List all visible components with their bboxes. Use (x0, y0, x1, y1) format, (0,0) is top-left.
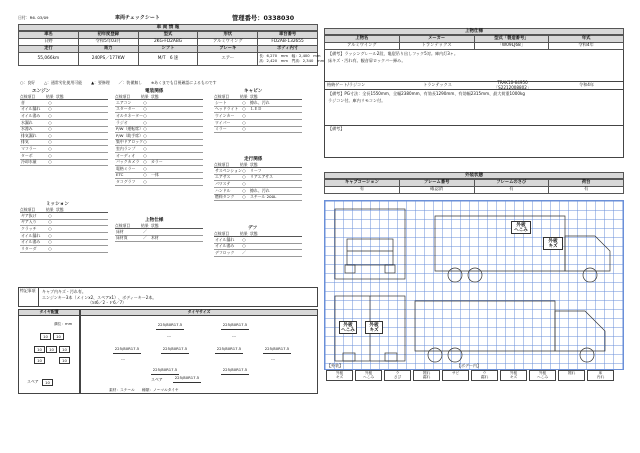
check-status: リアエアサス (250, 174, 273, 180)
check-item-label: ヘッドライト (215, 106, 239, 112)
check-result: ○ (48, 219, 52, 225)
check-item-label: サスペンション (215, 167, 242, 173)
check-item-label: ターボ (21, 152, 33, 158)
check-item-label: ワイパー (215, 119, 231, 125)
tire-rear-outer-left: 10 (34, 346, 45, 353)
check-item-label: オイル滲み (21, 239, 41, 245)
cabin-rows (214, 100, 302, 133)
check-result: ○ (143, 132, 147, 138)
damage-mark-dent-2: 外板 へこみ (339, 321, 357, 334)
upper-note-3: 【備考】 (324, 126, 624, 158)
col-hp: 馬力 (78, 46, 138, 53)
legend-note: ※あくまでも目視確認によるものです (151, 80, 217, 85)
upper-title: 上物仕様 (324, 28, 624, 35)
check-item-label: クラッチ (21, 226, 37, 232)
val-first-reg: 令和5年03月 (78, 39, 138, 46)
check-result: ○ (143, 106, 147, 112)
check-result: ○ (143, 172, 147, 178)
diff-section (214, 226, 302, 257)
val-shape: アルミウイング (198, 39, 258, 46)
val-cab-caution: 有 (325, 187, 400, 194)
check-item-label: パワステ (215, 181, 231, 187)
loading-section (115, 218, 203, 242)
val-hp: 240PS／177KW (78, 53, 138, 66)
check-row (115, 113, 203, 120)
col-frame-rust: フレームのさび (474, 180, 549, 187)
key-outer-label: 【外装】 (327, 363, 343, 368)
check-result: ○ (48, 113, 52, 119)
electrical-cols: 点検項目 結果 状態 (115, 94, 203, 100)
check-item-label: オイル漏れ (21, 106, 41, 112)
check-result: ○ (48, 159, 52, 165)
diff-cols: 点検項目 結果 状態 (214, 231, 302, 237)
check-result: ／ (143, 235, 147, 241)
check-result: ○ (48, 245, 52, 251)
check-item-label: マフラー (21, 145, 37, 151)
val-brake: エアー (198, 53, 258, 66)
check-row (20, 113, 108, 120)
col-upper-name: 上物名 (325, 36, 400, 43)
tire-size-blank-3: --- (121, 357, 125, 361)
key-item: 外板 キズ (500, 370, 527, 382)
exterior-title: 外装状態 (324, 172, 624, 179)
damage-key (324, 364, 624, 381)
tire-front-left: 10 (40, 333, 51, 340)
col-shape: 形状 (198, 32, 258, 39)
gate-label: 格納ゲート/ラジコン (327, 82, 366, 88)
tire-rear-inner-right: 10 (59, 346, 70, 353)
date-label: 日付：R6. 03/09 (18, 15, 49, 20)
check-row (115, 229, 203, 236)
check-result: ○ (48, 232, 52, 238)
col-brake: ブレーキ (198, 46, 258, 53)
check-result: ／ (143, 228, 147, 234)
check-result: ○ (143, 145, 147, 151)
key-item: ラ さび (384, 370, 411, 382)
check-result: ○ (48, 212, 52, 218)
val-frame-rust: 有 (474, 187, 549, 194)
check-item-label: 音 (21, 99, 25, 105)
vehicle-header-row-1 (19, 32, 318, 39)
cabin-cols: 点検項目 結果 状態 (214, 94, 302, 100)
check-item-label: ウインカー (215, 113, 235, 119)
check-row (214, 127, 302, 134)
check-row (214, 195, 302, 202)
check-result: ○ (242, 194, 246, 200)
running-section (214, 157, 302, 201)
check-item-label: エアコン (116, 99, 132, 105)
tire-size-blank-2: --- (232, 334, 236, 338)
running-title: 走行関係 (244, 157, 263, 162)
val-mileage: 55,066km (19, 53, 79, 66)
check-item-label: 集中ドアロック (116, 139, 144, 145)
check-result: ○ (143, 126, 147, 132)
tire-size-front-left: 225/80R17.5 (156, 323, 184, 330)
tire-size-front-right: 225/80R17.5 (221, 323, 249, 330)
check-result: ○ (242, 187, 246, 193)
gate-row (324, 82, 624, 90)
check-item-label: デフロック (215, 250, 235, 256)
check-status: 一体 (151, 172, 159, 178)
check-item-label: オイル漏れ (215, 236, 235, 242)
mission-section (20, 202, 108, 253)
doc-title: 車両チェックシート (115, 15, 160, 21)
tire-size-rear-6: 225/80R17.5 (221, 368, 249, 375)
electrical-section (115, 89, 203, 186)
check-row (214, 120, 302, 127)
gate-maker: トランテックス (423, 82, 452, 88)
col-carname: 車名 (19, 32, 79, 39)
notes-label: 特記事項 (19, 288, 39, 306)
mission-title: ミッション (46, 202, 69, 207)
val-carname: 日野 (19, 39, 79, 46)
check-status: スチール 200L (250, 194, 277, 200)
check-result: ○ (242, 243, 246, 249)
col-cab-caution: キャブコーション (325, 180, 400, 187)
check-item-label: オイル漏れ (21, 232, 41, 238)
tire-sizes (80, 309, 318, 394)
diff-rows (214, 237, 302, 257)
col-upper-model: 型式「製造番号」 (474, 36, 549, 43)
upper-note-2: 【備考】PG寸法：全長1550mm、全幅2380mm、有効長1290mm、有効幅2315mm、最大荷重1000kg ラジコン付。庫内リモコン付。 (324, 90, 624, 126)
running-rows (214, 168, 302, 201)
vehicle-value-row-2 (19, 53, 318, 66)
check-result: ○ (143, 159, 147, 165)
col-upper-year: 年式 (549, 36, 624, 43)
check-item-label: バックカメラ (116, 159, 140, 165)
check-item-label: 室内ランプ (116, 145, 136, 151)
val-frame-no: 確認済 (399, 187, 474, 194)
check-result: ○ (242, 236, 246, 242)
col-body-dims: ボディ内寸 (258, 46, 318, 53)
check-item-label: ギア抜け (21, 212, 37, 218)
check-result: ○ (143, 152, 147, 158)
check-result: ○ (242, 99, 246, 105)
check-item-label: 水滲み (21, 126, 33, 132)
val-chassis: FD2AB-132655 (258, 39, 318, 46)
check-item-label: ラジオ (116, 119, 128, 125)
key-item: サビ (442, 370, 469, 382)
running-cols: 点検項目 結果 状態 (214, 162, 302, 168)
gate-model: TRAK10-64950 「S2212008802」 (494, 80, 531, 90)
tire-size-title: タイヤサイズ (81, 310, 317, 316)
engine-section (20, 89, 108, 166)
check-status: 木材 (151, 235, 159, 241)
check-result: ○ (48, 226, 52, 232)
check-row (20, 120, 108, 127)
check-result: ○ (48, 132, 52, 138)
check-result: ○ (242, 119, 246, 125)
cabin-title: キャビン (244, 89, 263, 94)
check-result: ○ (242, 113, 246, 119)
check-status: 擦れ、汚れ (250, 99, 270, 105)
check-result: ○ (48, 119, 52, 125)
vehicle-section-title: 車 両 情 報 (18, 24, 318, 31)
check-row (20, 160, 108, 167)
key-item: 外板 へこみ (529, 370, 556, 382)
col-cargo-bed: 荷台 (549, 180, 624, 187)
check-item-label: オイル滲み (215, 243, 235, 249)
check-item-label: ミラー (215, 126, 227, 132)
check-item-label: 排気 (21, 139, 29, 145)
check-result: ○ (242, 167, 246, 173)
damage-mark-dent-1: 外板 へこみ (511, 221, 531, 234)
check-result: ○ (143, 139, 147, 145)
col-upper-maker: メーカー (399, 36, 474, 43)
tire-size-rear-2: 225/80R17.5 (161, 347, 189, 354)
col-model: 型式 (138, 32, 198, 39)
electrical-title: 電装関係 (145, 89, 164, 94)
upper-value-row (325, 43, 624, 50)
val-body-dims: 長：6,270 mm 幅：2,400 mm 高：2,420 mm 門高：2,340 mm (258, 53, 318, 66)
legend-repair: ▲：要修理 (91, 80, 110, 85)
upper-header-row (325, 36, 624, 43)
upper-note-1: 【備考】ラッシングレール2段、亀裂吊り出しフック5対。庫内灯3ヶ。 床キズ・汚れ有。観音扉ロックバー挿み。 (324, 50, 624, 82)
check-result: ／ (242, 250, 246, 256)
col-chassis: 車台番号 (258, 32, 318, 39)
tire-layout-title: タイヤ配置 (19, 310, 79, 316)
exterior-header-row (325, 180, 624, 187)
legend-good: ○：良好 (20, 80, 36, 85)
damage-mark-scratch-1: 外板 キズ (543, 237, 563, 250)
tire-size-rear-4: 225/80R17.5 (263, 347, 291, 354)
check-result: ○ (143, 119, 147, 125)
engine-title: エンジン (32, 89, 51, 94)
tire-rear2-right: 10 (59, 357, 70, 364)
check-item-label: タコグラフ (116, 178, 136, 184)
truck-outline-icon (325, 201, 625, 371)
upper-spec (324, 28, 624, 158)
check-row (20, 133, 108, 140)
check-item-label: エアサス (215, 174, 231, 180)
check-item-label: 床材 (116, 228, 124, 234)
check-item-label: オイル滲み (21, 113, 41, 119)
key-item: 床 汚れ (587, 370, 614, 382)
engine-rows (20, 100, 108, 166)
check-result: ○ (48, 145, 52, 151)
tire-size-rear-3: 225/80R17.5 (215, 347, 243, 354)
check-item-label: ハンドル (215, 187, 231, 193)
check-result: ○ (48, 126, 52, 132)
tire-size-rear-5: 225/80R17.5 (151, 368, 179, 375)
val-cargo-bed: 有 (549, 187, 624, 194)
check-item-label: 床材質 (116, 235, 128, 241)
upper-table (324, 35, 624, 50)
check-item-label: 冷却水量 (21, 159, 37, 165)
check-result: ○ (48, 106, 52, 112)
tire-material: 素材：スチール 種類：ノーマルタイヤ (109, 388, 179, 392)
check-item-label: ギア入り (21, 219, 37, 225)
val-upper-maker: トランテックス (399, 43, 474, 50)
engine-cols: 点検項目 結果 状態 (20, 94, 108, 100)
check-item-label: スターター (116, 106, 136, 112)
vehicle-info (18, 24, 325, 66)
check-status: リーフ (250, 167, 262, 173)
loading-title: 上物仕様 (145, 218, 164, 223)
diff-title: デフ (248, 226, 258, 231)
exterior-value-row (325, 187, 624, 194)
notes-text: キャブ内キズ・汚れ有。 エンジンキー3本（メインx2、スペアx1）、ボディーキー2本。 （Ｍ6／2・Ｆ6／7） (42, 289, 157, 305)
check-row (115, 166, 203, 173)
check-result: ○ (242, 181, 246, 187)
tire-size-rear-1: 225/80R17.5 (113, 347, 141, 354)
check-item-label: P/W（助手席） (116, 132, 143, 138)
tire-size-blank-4: --- (271, 357, 275, 361)
check-item-label: 電格ミラー (116, 165, 136, 171)
exterior-status (324, 172, 624, 194)
check-item-label: 排気漏れ (21, 132, 37, 138)
cabin-section (214, 89, 302, 133)
mission-rows (20, 213, 108, 253)
val-upper-model: 「W09LJ68」 (474, 43, 549, 50)
spare-size-caption: スペア (151, 377, 163, 382)
vehicle-value-row-1 (19, 39, 318, 46)
check-result: ○ (48, 152, 52, 158)
tire-spare: 10 (42, 379, 53, 386)
notes-box (18, 287, 318, 307)
check-item-label: ETC (116, 172, 124, 178)
val-shift: M/T 6 速 (138, 53, 198, 66)
check-item-label: 水漏れ (21, 119, 33, 125)
check-status: ＬＥＤ (250, 106, 262, 112)
vehicle-table (18, 31, 325, 66)
key-item: 擦れ 腐れ (413, 370, 440, 382)
val-upper-year: 令和4年 (549, 43, 624, 50)
col-first-reg: 初年度登録 (78, 32, 138, 39)
key-item: ウ 腐れ (471, 370, 498, 382)
loading-rows (115, 229, 203, 242)
damage-diagram (324, 200, 624, 370)
tire-unit-label: 溝位：mm (54, 322, 73, 326)
check-row (115, 236, 203, 243)
check-result: ○ (242, 174, 246, 180)
tire-rear2-left: 10 (34, 357, 45, 364)
loading-cols: 点検項目 結果 状態 (115, 223, 203, 229)
check-result: ○ (143, 99, 147, 105)
check-result: ○ (48, 239, 52, 245)
check-item-label: P/W（運転席） (116, 126, 143, 132)
col-frame-no: フレーム番号 (399, 180, 474, 187)
tire-front-right: 10 (53, 333, 64, 340)
tire-size-spare: 225/80R17.5 (173, 376, 201, 383)
key-item: 外板 キズ (326, 370, 353, 382)
check-result: ○ (48, 99, 52, 105)
check-result: ○ (143, 165, 147, 171)
tire-size-blank-1: --- (167, 334, 171, 338)
val-model: 2KG-FD2ABG (138, 39, 198, 46)
check-row (115, 179, 203, 186)
key-item: 擦れ (558, 370, 585, 382)
check-result: ○ (242, 126, 246, 132)
check-item-label: 燃料タンク (215, 194, 235, 200)
mission-cols: 点検項目 結果 状態 (20, 207, 108, 213)
spare-label: スペア (27, 379, 39, 384)
exterior-table (324, 179, 624, 194)
vehicle-header-row-2 (19, 46, 318, 53)
col-mileage: 走行 (19, 46, 79, 53)
key-row (324, 370, 624, 382)
check-item-label: オルタネーター (116, 113, 144, 119)
check-result: ○ (143, 113, 147, 119)
check-item-label: オーディオ (116, 152, 136, 158)
check-result: ○ (242, 106, 246, 112)
check-item-label: シート (215, 99, 227, 105)
check-item-label: リターダ (21, 245, 37, 251)
electrical-rows (115, 100, 203, 186)
damage-mark-scratch-2: 外板 キズ (365, 321, 383, 334)
tire-rear-inner-left: 10 (46, 346, 57, 353)
legend (20, 81, 320, 85)
check-result: ○ (143, 178, 147, 184)
mgmt-number: 管理番号：0338030 (232, 15, 295, 22)
gate-year: 令和4年 (579, 82, 594, 88)
legend-normal: △：通常劣化使用可能 (44, 80, 83, 85)
check-row (20, 146, 108, 153)
legend-none: ／：装備無し (118, 80, 142, 85)
check-row (20, 246, 108, 253)
check-result: ○ (48, 139, 52, 145)
col-shift: シフト (138, 46, 198, 53)
check-status: 擦れ、汚れ (250, 187, 270, 193)
check-row (214, 250, 302, 257)
key-body-label: 【ボデー内】 (457, 363, 481, 368)
val-upper-name: アルミウイング (325, 43, 400, 50)
tire-layout (18, 309, 80, 394)
key-item: 外板 へこみ (355, 370, 382, 382)
check-status: カラー (151, 159, 163, 165)
